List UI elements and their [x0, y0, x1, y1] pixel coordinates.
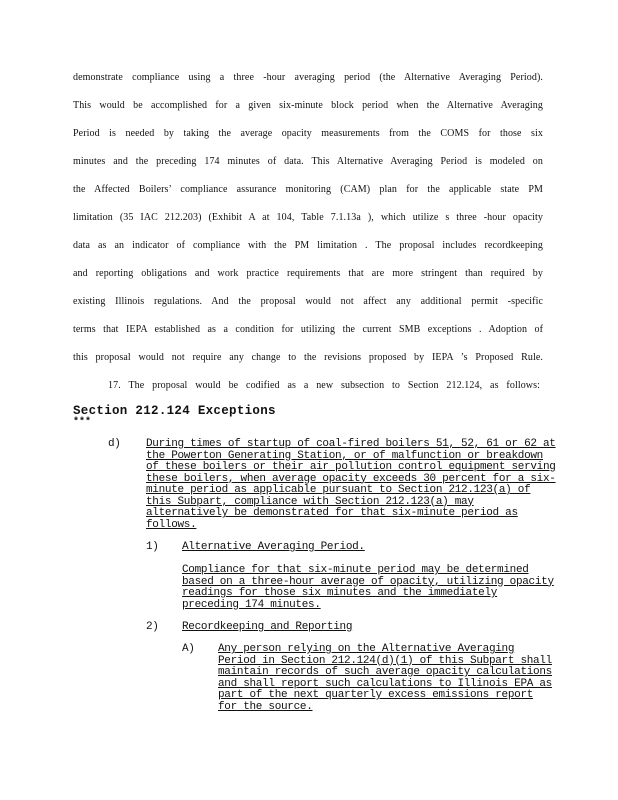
text-line: part of the next quarterly excess emissions report — [218, 689, 534, 701]
item-2-heading: Recordkeeping and Reporting — [182, 621, 353, 633]
text-line: this Subpart, compliance with Section 212.123(a) may — [146, 495, 474, 508]
item-A-label: A) — [182, 643, 195, 655]
text-line: follows. — [146, 518, 197, 531]
section-heading: Section 212.124 Exceptions — [73, 404, 276, 418]
intro-line: data as an indicator of compliance with the PM limitation . The proposal includes recordkeeping — [73, 240, 543, 251]
text-line: the Powerton Generating Station, or of malfunction or breakdown — [146, 449, 543, 462]
intro-line: minutes and the preceding 174 minutes of data. This Alternative Averaging Period is modeled on — [73, 156, 543, 167]
intro-line: the Affected Boilers’ compliance assurance monitoring (CAM) plan for the applicable state PM — [73, 184, 543, 195]
intro-line: limitation (35 IAC 212.203) (Exhibit A at 104, Table 7.1.13a ), which utilize s three -hour opacity — [73, 212, 543, 223]
intro-line: this proposal would not require any change to the revisions proposed by IEPA ’s Proposed Rule. — [73, 352, 543, 363]
text-line: During times of startup of coal-fired boilers 51, 52, 61 or 62 at — [146, 438, 556, 450]
text-line: readings for those six minutes and the immediately — [182, 587, 498, 599]
text-line: these boilers, when average opacity exceeds 30 percent for a six- — [146, 472, 556, 485]
item-A-text — [218, 644, 552, 713]
intro-line: existing Illinois regulations. And the proposal would not affect any additional permit -specific — [73, 296, 543, 307]
text-line: Any person relying on the Alternative Averaging — [218, 643, 515, 655]
item-1-label: 1) — [146, 541, 159, 553]
intro-line: and reporting obligations and work practice requirements that are more stringent than required by — [73, 268, 543, 279]
paragraph-17: 17. The proposal would be codified as a new subsection to Section 212.124, as follows: — [108, 380, 540, 391]
text-line: Period in Section 212.124(d)(1) of this Subpart shall — [218, 654, 552, 667]
text-line: of these boilers or their air pollution control equipment serving — [146, 461, 556, 473]
text-line: based on a three-hour average of opacity, utilizing opacity — [182, 575, 554, 588]
item-1-text — [182, 565, 554, 611]
intro-line: This would be accomplished for a given six-minute block period when the Alternative Averaging — [73, 100, 543, 111]
elision-marker: *** — [73, 417, 92, 428]
subsection-d-text — [146, 439, 556, 531]
intro-line: demonstrate compliance using a three -hour averaging period (the Alternative Averaging Period). — [73, 72, 543, 83]
intro-line: terms that IEPA established as a condition for utilizing the current SMB exceptions . Adoption of — [73, 324, 543, 335]
text-line: Compliance for that six-minute period may be determined — [182, 564, 529, 576]
text-line: preceding 174 minutes. — [182, 598, 321, 611]
intro-line: Period is needed by taking the average opacity measurements from the COMS for those six — [73, 128, 543, 139]
item-2-label: 2) — [146, 621, 159, 633]
text-line: maintain records of such average opacity calculations — [218, 666, 552, 678]
text-line: and shall report such calculations to Illinois EPA as — [218, 677, 552, 690]
item-1-heading: Alternative Averaging Period. — [182, 541, 365, 553]
subsection-d-label: d) — [108, 438, 121, 450]
text-line: alternatively be demonstrated for that six-minute period as — [146, 507, 518, 519]
text-line: for the source. — [218, 700, 313, 713]
text-line: minute period as applicable pursuant to Section 212.123(a) of — [146, 484, 531, 496]
